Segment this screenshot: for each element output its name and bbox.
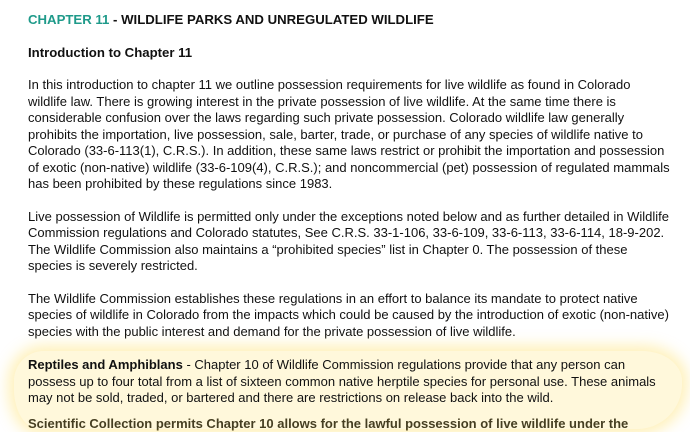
chapter-number: CHAPTER 11: [28, 12, 109, 27]
reptiles-lead: Reptiles and Amphiblans: [28, 357, 183, 372]
paragraph-scientific-collection-partial: Scientific Collection permits Chapter 10 allows for the lawful possession of live wildlife under the: [28, 416, 673, 432]
reptiles-text: - Chapter 10 of Wildlife Commission regulations provide that any person can possess up to four total from a list of sixteen common native herptile species for personal use. These animals may not be sold, traded, or bartered and there are restrictions on release back into the wild.: [28, 357, 656, 405]
intro-heading: Introduction to Chapter 11: [28, 44, 673, 61]
document-page: [28, 11, 673, 432]
paragraph-commission-balance: The Wildlife Commission establishes these regulations in an effort to balance its mandate to protect native species of wildlife in Colorado from the impacts which could be caused by the introduction of exotic (non-native) species with the public interest and demand for the private possession of live wildlife.: [28, 291, 673, 341]
paragraph-reptiles-amphibians: [28, 357, 673, 407]
chapter-title: - WILDLIFE PARKS AND UNREGULATED WILDLIFE: [109, 12, 433, 27]
paragraph-live-possession-exceptions: Live possession of Wildlife is permitted only under the exceptions noted below and as further detailed in Wildlife Commission regulations and Colorado statutes, See C.R.S. 33-1-106, 33-6-109, 33-6-113, 33-6-114, 18-9-202. The Wildlife Commission also maintains a “prohibited species” list in Chapter 0. The possession of these species is severely restricted.: [28, 209, 673, 275]
paragraph-possession-requirements: In this introduction to chapter 11 we outline possession requirements for live wildlife as found in Colorado wildlife law. There is growing interest in the private possession of live wildlife. At the same time there is considerable confusion over the laws regarding such private possession. Colorado wildlife law generally prohibits the importation, live possession, sale, barter, trade, or purchase of any species of wildlife native to Colorado (33-6-113(1), C.R.S.). In addition, these same laws restrict or prohibit the importation and possession of exotic (non-native) wildlife (33-6-109(4), C.R.S.); and noncommercial (pet) possession of regulated mammals has been prohibited by these regulations since 1983.: [28, 77, 673, 193]
chapter-heading: [28, 11, 673, 28]
